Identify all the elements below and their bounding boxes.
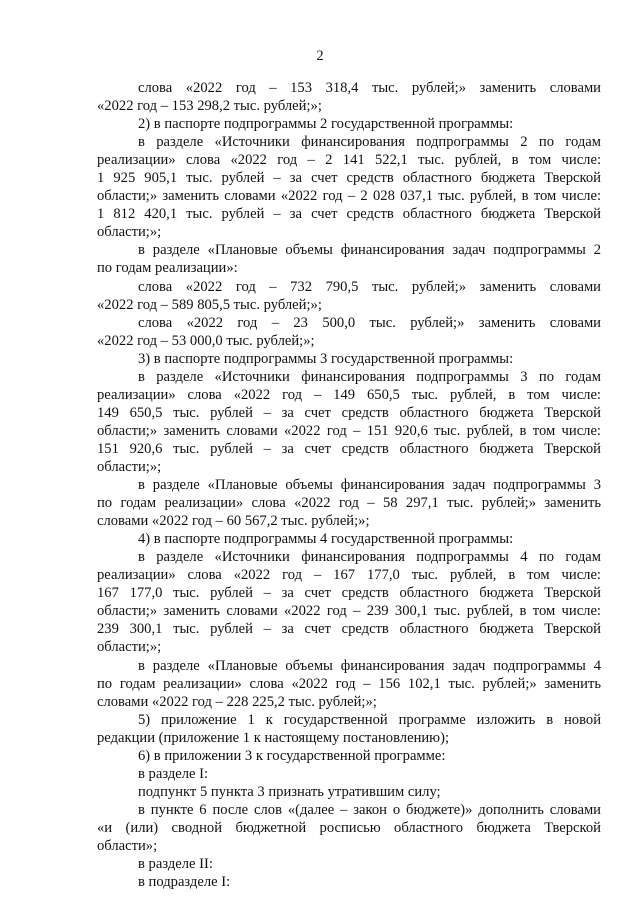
text-line: реализации» слова «2022 год – 149 650,5 тыс. рублей, в том числе:: [97, 386, 601, 403]
text-line: «и (или) сводной бюджетной росписью областного бюджета Тверской: [97, 819, 601, 836]
text-line: по годам реализации» слова «2022 год – 58 297,1 тыс. рублей;» заменить: [97, 495, 601, 512]
text-line: в разделе «Плановые объемы финансирования задач подпрограммы 2: [138, 242, 601, 259]
text-line: области»;: [97, 837, 158, 854]
text-line: словами «2022 год – 228 225,2 тыс. рублей;»;: [97, 693, 377, 710]
text-line: реализации» слова «2022 год – 167 177,0 тыс. рублей, в том числе:: [97, 567, 601, 584]
text-line: в разделе I:: [138, 765, 209, 782]
text-line: 6) в приложении 3 к государственной программе:: [138, 747, 446, 764]
text-line: 167 177,0 тыс. рублей – за счет средств областного бюджета Тверской: [97, 585, 601, 602]
text-line: области;»;: [97, 639, 162, 656]
text-line: подпункт 5 пункта 3 признать утратившим силу;: [138, 783, 441, 800]
text-line: в разделе «Плановые объемы финансирования задач подпрограммы 4: [138, 657, 601, 674]
text-line: в разделе «Источники финансирования подпрограммы 4 по годам: [138, 549, 601, 566]
text-line: 4) в паспорте подпрограммы 4 государственной программы:: [138, 531, 514, 548]
text-line: по годам реализации»:: [97, 260, 238, 277]
text-line: 3) в паспорте подпрограммы 3 государственной программы:: [138, 350, 514, 367]
text-line: словами «2022 год – 60 567,2 тыс. рублей;»;: [97, 513, 370, 530]
text-line: в разделе II:: [138, 856, 213, 873]
text-line: области;»;: [97, 224, 162, 241]
text-line: «2022 год – 53 000,0 тыс. рублей;»;: [97, 332, 315, 349]
text-line: слова «2022 год – 153 318,4 тыс. рублей;» заменить словами: [138, 80, 601, 96]
text-line: реализации» слова «2022 год – 2 141 522,1 тыс. рублей, в том числе:: [97, 152, 601, 169]
document-body: [97, 79, 601, 891]
text-line: области;» заменить словами «2022 год – 151 920,6 тыс. рублей, в том числе:: [97, 422, 601, 439]
text-line: 1 925 905,1 тыс. рублей – за счет средств областного бюджета Тверской: [97, 170, 601, 187]
text-line: слова «2022 год – 732 790,5 тыс. рублей;» заменить словами: [138, 278, 601, 295]
text-line: в пункте 6 после слов «(далее – закон о бюджете)» дополнить словами: [138, 801, 601, 818]
text-line: 5) приложение 1 к государственной программе изложить в новой: [138, 711, 601, 728]
page-number: 2: [316, 48, 324, 64]
text-line: редакции (приложение 1 к настоящему постановлению);: [97, 729, 450, 746]
text-line: «2022 год – 589 805,5 тыс. рублей;»;: [97, 296, 322, 313]
text-line: 239 300,1 тыс. рублей – за счет средств областного бюджета Тверской: [97, 621, 601, 638]
text-line: 151 920,6 тыс. рублей – за счет средств областного бюджета Тверской: [97, 440, 601, 457]
text-line: 149 650,5 тыс. рублей – за счет средств областного бюджета Тверской: [97, 404, 601, 421]
text-line: области;» заменить словами «2022 год – 2 028 037,1 тыс. рублей, в том числе:: [97, 188, 601, 205]
text-line: слова «2022 год – 23 500,0 тыс. рублей;» заменить словами: [138, 314, 601, 331]
text-line: «2022 год – 153 298,2 тыс. рублей;»;: [97, 98, 322, 115]
text-line: 1 812 420,1 тыс. рублей – за счет средств областного бюджета Тверской: [97, 206, 601, 223]
text-line: в разделе «Плановые объемы финансирования задач подпрограммы 3: [138, 477, 601, 494]
text-line: в разделе «Источники финансирования подпрограммы 2 по годам: [138, 134, 601, 151]
text-line: по годам реализации» слова «2022 год – 156 102,1 тыс. рублей;» заменить: [97, 675, 601, 692]
text-line: области;» заменить словами «2022 год – 239 300,1 тыс. рублей, в том числе:: [97, 603, 601, 620]
text-line: 2) в паспорте подпрограммы 2 государственной программы:: [138, 116, 514, 133]
text-line: в разделе «Источники финансирования подпрограммы 3 по годам: [138, 368, 601, 385]
text-line: в подразделе I:: [138, 874, 231, 891]
text-line: области;»;: [97, 458, 162, 475]
